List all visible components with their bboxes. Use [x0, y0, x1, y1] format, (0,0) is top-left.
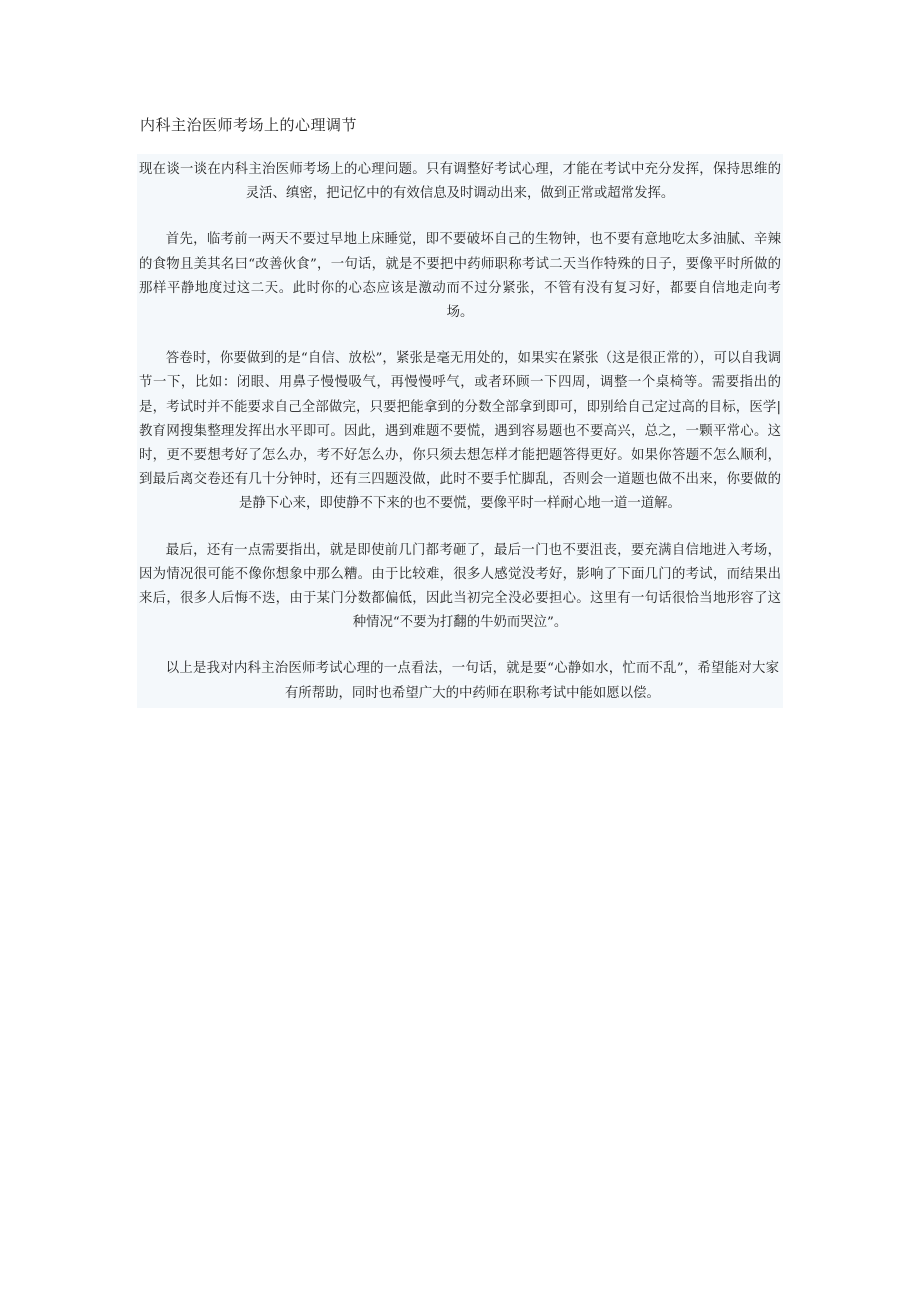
document-title: 内科主治医师考场上的心理调节	[140, 116, 358, 134]
article-body	[137, 154, 783, 708]
paragraph-conclusion: 以上是我对内科主治医师考试心理的一点看法，一句话，就是要“心静如水，忙而不乱”，希望能对大家有所帮助，同时也希望广大的中药师在职称考试中能如愿以偿。	[165, 661, 779, 701]
paragraph-during-exam: 答卷时，你要做到的是“自信、放松”，紧张是毫无用处的，如果实在紧张（这是很正常的），可以自我调节一下，比如：闭眼、用鼻子慢慢吸气，再慢慢呼气，或者环顾一下四周，调整一个桌椅等。需要指出的是，考试时并不能要求自己全部做完，只要把能拿到的分数全部拿到即可，即别给自己定过高的目标，医学|教育网搜集整理发挥出水平即可。因此，遇到难题不要慌，遇到容易题也不要高兴，总之，一颗平常心。这时，更不要想考好了怎么办，考不好怎么办，你只须去想怎样才能把题答得更好。如果你答题不怎么顺利，到最后离交卷还有几十分钟时，还有三四题没做，此时不要手忙脚乱，否则会一道题也做不出来，你要做的是静下心来，即使静不下来的也不要慌，要像平时一样耐心地一道一道解。	[139, 351, 781, 512]
paragraph-final-exam: 最后，还有一点需要指出，就是即使前几门都考砸了，最后一门也不要沮丧，要充满自信地进入考场，因为情况很可能不像你想象中那么糟。由于比较难，很多人感觉没考好，影响了下面几门的考试，而结果出来后，很多人后悔不迭，由于某门分数都偏低，因此当初完全没必要担心。这里有一句话很恰当地形容了这种情况“不要为打翻的牛奶而哭泣”。	[139, 542, 781, 631]
paragraph-intro: 现在谈一谈在内科主治医师考场上的心理问题。只有调整好考试心理，才能在考试中充分发挥，保持思维的灵活、缜密，把记忆中的有效信息及时调动出来，做到正常或超常发挥。	[139, 162, 781, 202]
paragraph-before-exam: 首先，临考前一两天不要过早地上床睡觉，即不要破坏自己的生物钟，也不要有意地吃太多油腻、辛辣的食物且美其名曰“改善伙食”，一句话，就是不要把中药师职称考试二天当作特殊的日子，要像平时所做的那样平静地度过这二天。此时你的心态应该是激动而不过分紧张，不管有没有复习好，都要自信地走向考场。	[139, 232, 781, 321]
